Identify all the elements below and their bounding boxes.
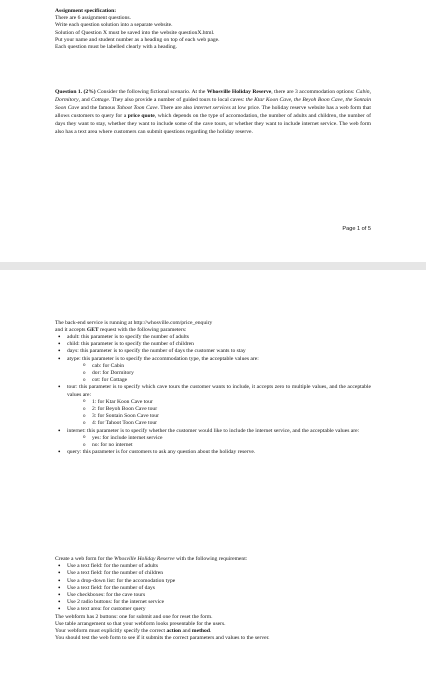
- closing-line: You should test the web form to see if it submits the correct parameters and values to the server.: [55, 635, 270, 642]
- internet-services: internet services: [193, 105, 231, 112]
- param-internet: internet: this parameter is to specify whether the customer would like to include the internet service, and the acceptable values are:: [67, 427, 360, 434]
- document-page-2: [0, 270, 426, 700]
- list-item: [55, 449, 371, 456]
- spec-line: Solution of Question X must be saved into the website questionX.html.: [55, 29, 215, 36]
- question-marks: (2%): [83, 89, 96, 95]
- text: Create a web form for the: [55, 556, 115, 562]
- question-text: , which depends on the type of accomodation, the number of adults and children, the number of days they want to stay, whether they want to include some of the cave tours, or whether they want to include internet service. The web form also has a text area where customers can submit questions regarding the holiday reserve.: [55, 113, 371, 136]
- question-label: Question 1.: [55, 89, 83, 95]
- question-text: at low price. The holiday reserve website has a web form that allows customers to query for a: [55, 105, 371, 120]
- spec-line: There are 6 assignment questions.: [55, 15, 131, 22]
- param-adult: adult: this parameter is to specify the number of adults: [67, 334, 189, 340]
- page-separator: [0, 262, 426, 270]
- accommodation-cottage: Cottage: [91, 97, 109, 104]
- param-tour: tour: this parameter is to specify which cave tours the customer wants to include, it accepts zero to multiple values, and the acceptable values are:: [67, 384, 371, 398]
- param-atype: atype: this parameter is to specify the accommodation type, the acceptable values are:: [67, 355, 259, 362]
- list-item: o cot: for Cottage: [83, 377, 371, 384]
- question-text: and the famous: [79, 105, 117, 112]
- text: and: [181, 628, 192, 635]
- list-item: o yes: for include internet service: [83, 435, 371, 442]
- spec-line: Each question must be labelled clearly with a heading.: [55, 44, 177, 51]
- assignment-spec-block: [55, 8, 371, 51]
- param-days: days: this parameter is to specify the number of days the customer wants to stay: [67, 348, 246, 355]
- accommodation-names: Cabin, Dormitory: [55, 89, 371, 104]
- text: and it accepts: [55, 327, 87, 334]
- list-item: o dor: for Dormitory: [83, 370, 371, 377]
- method-keyword: method: [191, 628, 210, 635]
- cave-names: the Ktar Koon Cave, the Beyoh Boon Cave, the Sontain Soon Cave: [55, 97, 371, 112]
- list-item: o cab: for Cabin: [83, 363, 371, 370]
- question-text: . There are also: [157, 105, 194, 112]
- list-item: • Use checkboxes: for the cave tours: [55, 592, 371, 599]
- text: request with the following parameters:: [98, 327, 187, 334]
- closing-line: Use table arrangement so that your webform looks presentable for the users.: [55, 620, 226, 627]
- action-keyword: action: [166, 628, 182, 635]
- list-item: [55, 428, 371, 450]
- page-number: Page 1 of 5: [342, 226, 371, 232]
- question-text: , and: [78, 97, 92, 104]
- question-1-paragraph: [55, 88, 371, 137]
- text: .: [209, 628, 212, 635]
- list-item: • Use a text field: for the number of days: [55, 585, 371, 592]
- list-item: • Use a drop-down list: for the accomodation type: [55, 578, 371, 585]
- list-item: [55, 356, 371, 385]
- list-item: o 2: for Beyoh Boon Cave tour: [83, 406, 371, 413]
- param-child: child: this parameter is to specify the number of children: [67, 341, 194, 348]
- list-item: o 1: for Ktar Koon Cave tour: [83, 399, 371, 406]
- list-item: o 4: for Tahoot Toon Cave tour: [83, 420, 371, 427]
- parameter-list: [55, 334, 371, 456]
- question-text: , there are 3 accommodation options:: [271, 89, 356, 95]
- spec-heading: Assignment specification:: [55, 8, 117, 14]
- price-quote: price quote: [127, 113, 155, 120]
- reserve-name: Whosville Holiday Reserve: [206, 89, 272, 95]
- spec-line: Write each question solution into a separate website.: [55, 22, 173, 29]
- list-item: • Use a text field: for the number of children: [55, 570, 371, 577]
- question-text: Consider the following fictional scenario. At the: [95, 89, 207, 95]
- text: Your webform must explicitly specify the correct: [55, 628, 167, 635]
- spec-line: Put your name and student number as a heading on top of each web page.: [55, 36, 220, 43]
- param-query: query: this parameter is for customers to ask any question about the holiday reserve.: [67, 449, 256, 456]
- list-item: o 3: for Sontain Soon Cave tour: [83, 413, 371, 420]
- list-item: • Use 2 radio buttons: for the internet service: [55, 599, 371, 606]
- get-keyword: GET: [86, 327, 99, 334]
- list-item: • Use a text field: for the number of adults: [55, 563, 371, 570]
- question-text: . They also provide a number of guided tours to local caves:: [108, 97, 246, 104]
- reserve-name: Whosville Holiday Reserve: [114, 556, 175, 562]
- list-item: [55, 348, 371, 355]
- cave-tahoot: Tahoot Toon Cave: [116, 105, 158, 112]
- backend-url-line: The back-end service is running at http://whosville.com/price_enquiry: [55, 320, 213, 326]
- document-page-1: [0, 0, 426, 262]
- closing-line: The webform has 2 buttons: one for submit and one for reset the form.: [55, 613, 213, 620]
- text: with the following requirement:: [174, 556, 248, 562]
- backend-intro: [55, 320, 371, 334]
- list-item: • Use a text area: for customer query: [55, 606, 371, 613]
- list-item: [55, 384, 371, 427]
- form-requirements: [55, 556, 371, 642]
- list-item: o no: for no internet: [83, 442, 371, 449]
